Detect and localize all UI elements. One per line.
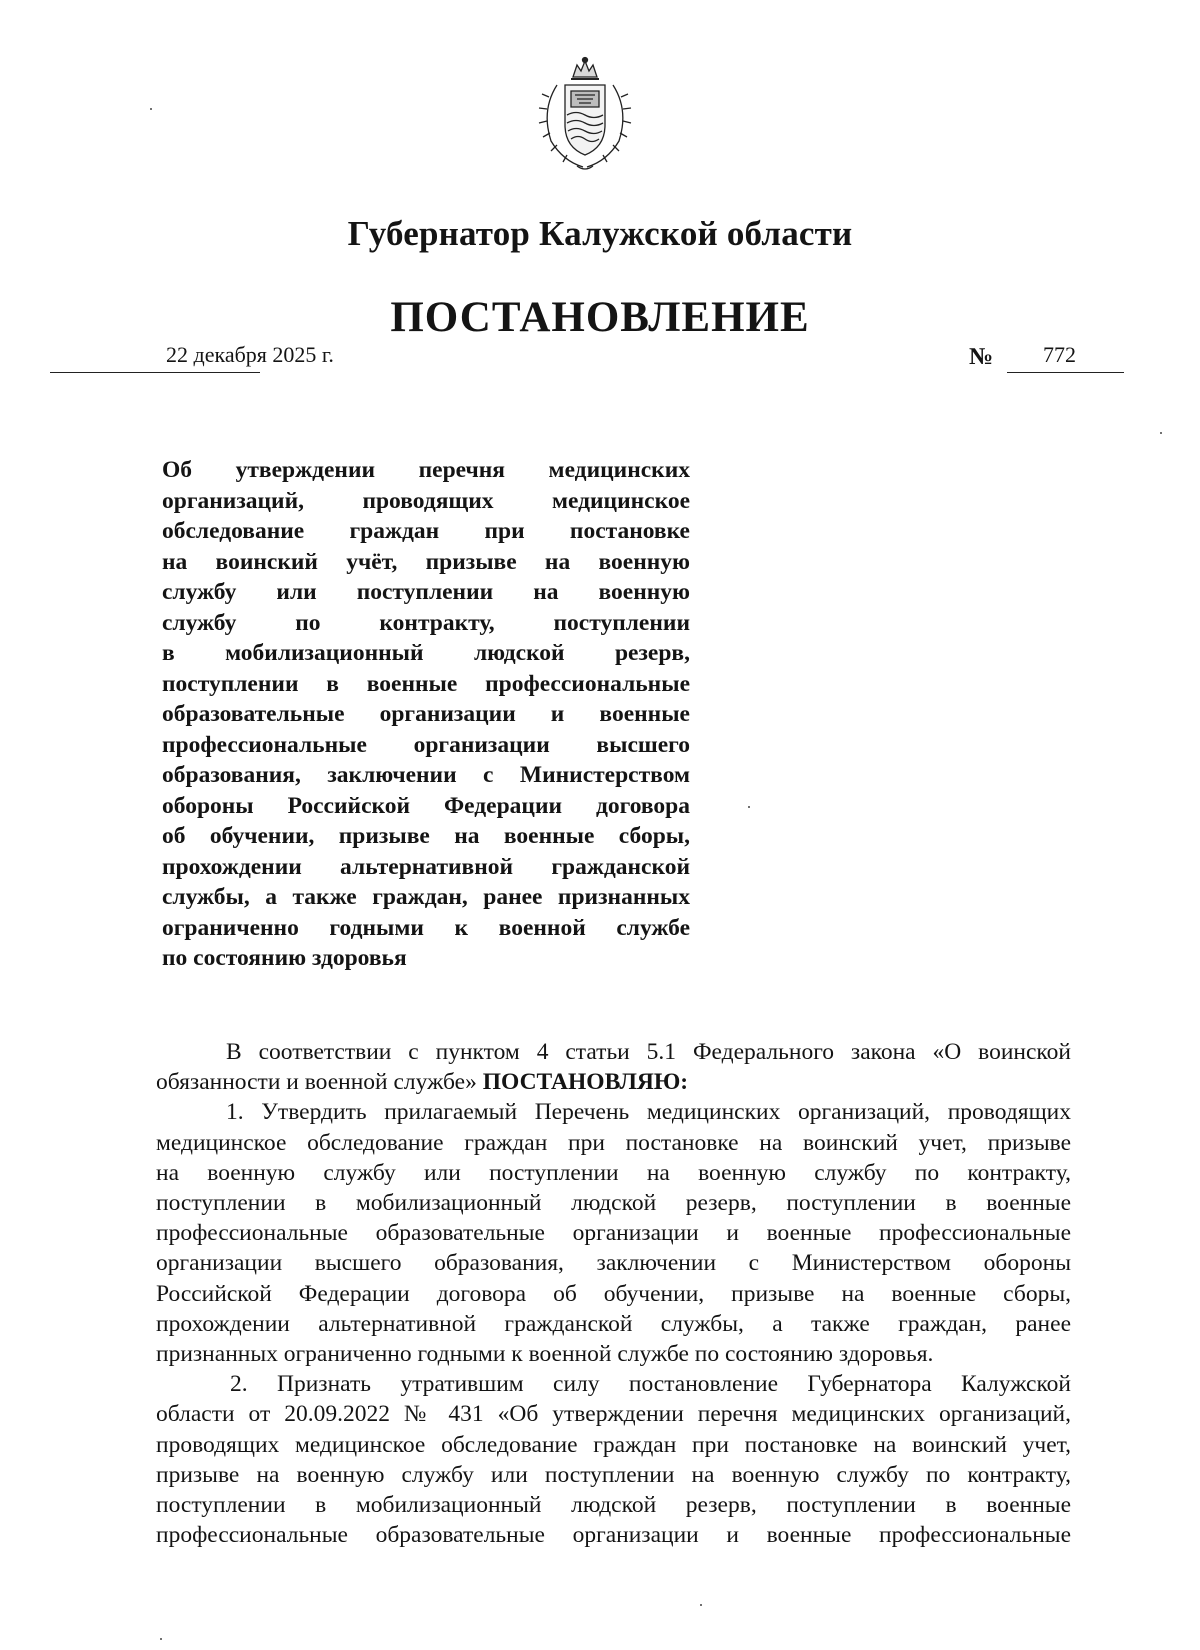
clause-2-line: профессиональные образовательные организации и военные профессиональные xyxy=(156,1522,1071,1549)
document-date-field xyxy=(50,342,370,376)
subject-line: ограниченно годными к военной службе xyxy=(162,914,690,941)
subject-line: по состоянию здоровья xyxy=(162,945,407,971)
subject-line: образования, заключении с Министерством xyxy=(162,762,690,788)
clause-1-line: профессиональные образовательные организации и военные профессиональные xyxy=(156,1220,1071,1247)
preamble-text: обязанности и военной службе» xyxy=(156,1069,477,1096)
clause-1-line: медицинское обследование граждан при постановке на воинский учет, призыве xyxy=(156,1129,1071,1156)
clause-2-line: проводящих медицинское обследование граждан при постановке на воинский учет, xyxy=(156,1431,1071,1458)
preamble-line xyxy=(156,1067,1071,1097)
clause-2-line: поступлении в мобилизационный людской резерв, поступлении в военные xyxy=(156,1492,1071,1519)
scan-speck xyxy=(160,1638,162,1640)
clause-1-line: признанных ограниченно годными к военной службе по состоянию здоровья. xyxy=(156,1341,934,1368)
date-underline xyxy=(50,372,260,373)
subject-line: образовательные организации и военные xyxy=(162,701,690,727)
subject-line: службу по контракту, поступлении xyxy=(162,609,690,636)
document-body xyxy=(156,1037,1071,1550)
clause-1-line: прохождении альтернативной гражданской службы, а также граждан, ранее xyxy=(156,1310,1071,1337)
scan-speck xyxy=(150,108,152,110)
clause-2-line: 2. Признать утратившим силу постановление Губернатора Калужской xyxy=(230,1371,1071,1398)
scan-speck xyxy=(700,1604,702,1606)
issuing-authority: Губернатор Калужской области xyxy=(347,214,853,253)
document-type: ПОСТАНОВЛЕНИЕ xyxy=(390,294,810,341)
scan-speck xyxy=(748,806,750,808)
subject-line: на воинский учёт, призыве на военную xyxy=(162,548,690,575)
subject-line: обороны Российской Федерации договора xyxy=(162,792,690,819)
clause-1-line: 1. Утвердить прилагаемый Перечень медицинских организаций, проводящих xyxy=(226,1099,1071,1126)
subject-line: Об утверждении перечня медицинских xyxy=(162,457,690,483)
document-number-field xyxy=(969,342,1129,376)
subject-line: прохождении альтернативной гражданской xyxy=(162,853,690,880)
subject-line: об обучении, призыве на военные сборы, xyxy=(162,823,690,849)
subject-line: обследование граждан при постановке xyxy=(162,518,690,544)
clause-1-line: поступлении в мобилизационный людской резерв, поступлении в военные xyxy=(156,1190,1071,1217)
subject-line: поступлении в военные профессиональные xyxy=(162,670,690,697)
document-number: 772 xyxy=(1043,342,1076,367)
clause-2-line: призыве на военную службу или поступлении на военную службу по контракту, xyxy=(156,1461,1071,1488)
clause-1-line: Российской Федерации договора об обучении, призыве на военные сборы, xyxy=(156,1280,1071,1307)
subject-line: профессиональные организации высшего xyxy=(162,731,690,758)
document-date: 22 декабря 2025 г. xyxy=(166,342,334,367)
preamble-line: В соответствии с пунктом 4 статьи 5.1 Федерального закона «О воинской xyxy=(226,1039,1071,1065)
subject-line: в мобилизационный людской резерв, xyxy=(162,640,690,666)
clause-1-line: организации высшего образования, заключении с Министерством обороны xyxy=(156,1250,1071,1277)
clause-1-line: на военную службу или поступлении на военную службу по контракту, xyxy=(156,1159,1071,1186)
number-sign: № xyxy=(969,344,994,370)
scan-speck xyxy=(1160,432,1162,434)
subject-line: службы, а также граждан, ранее признанных xyxy=(162,884,690,910)
subject-line: службу или поступлении на военную xyxy=(162,579,690,605)
clause-2-line: области от 20.09.2022 № 431 «Об утверждении перечня медицинских организаций, xyxy=(156,1401,1071,1428)
coat-of-arms-emblem xyxy=(527,55,643,173)
document-subject xyxy=(162,455,690,974)
number-underline xyxy=(1007,372,1124,373)
subject-line: организаций, проводящих медицинское xyxy=(162,487,690,514)
operative-keyword: ПОСТАНОВЛЯЮ: xyxy=(482,1069,689,1096)
